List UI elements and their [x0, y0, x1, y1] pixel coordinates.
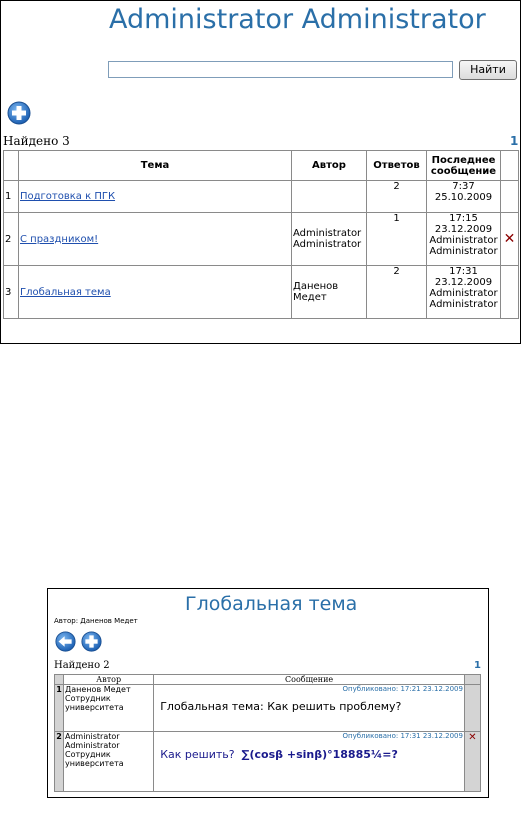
row-number: 2 [4, 213, 19, 266]
table-row [4, 213, 519, 266]
posts-table [54, 674, 481, 792]
table-header-row [4, 151, 519, 181]
column-header-actions [464, 675, 480, 685]
post-message-text: Как решить? [160, 748, 235, 761]
column-header-num [55, 675, 64, 685]
last-message-time: 7:37 [452, 181, 475, 192]
post-published-date: Опубликовано: 17:31 23.12.2009 [342, 732, 463, 740]
search-button[interactable]: Найти [459, 60, 517, 80]
column-header-topic: Тема [19, 151, 292, 181]
post-actions [464, 685, 480, 732]
topic-title: Глобальная тема [185, 593, 358, 615]
column-header-replies: Ответов [367, 151, 427, 181]
post-author-name: Administrator Administrator [65, 732, 120, 750]
table-row [4, 181, 519, 213]
post-published-date: Опубликовано: 17:21 23.12.2009 [342, 685, 463, 693]
replies-count: 2 [367, 181, 427, 213]
post-author [64, 685, 154, 732]
topic-link[interactable]: Глобальная тема [20, 286, 111, 298]
post-body [154, 685, 465, 732]
post-number: 1 [55, 685, 64, 732]
last-message-time: 17:15 [449, 213, 478, 224]
post-message-formula: ∑(cosβ +sinβ)°18885¼=? [241, 748, 398, 761]
post-author-role: Сотрудник университета [65, 750, 124, 768]
found-count: Найдено 3 [3, 134, 70, 148]
delete-icon[interactable]: ✕ [503, 231, 516, 247]
row-actions [501, 181, 519, 213]
page-number-link[interactable]: 1 [510, 134, 519, 148]
post-row [55, 732, 481, 792]
last-message-author: Administrator Administrator [429, 235, 498, 257]
post-number: 2 [55, 732, 64, 792]
last-message [427, 213, 501, 266]
topic-link[interactable]: Подготовка к ПГК [20, 191, 116, 202]
topic-author-line: Автор: Даненов Медет [54, 617, 138, 625]
post-author-name: Даненов Медет [65, 685, 131, 694]
add-topic-icon[interactable] [7, 101, 31, 125]
last-message-date: 23.12.2009 [434, 277, 493, 288]
found-count: Найдено 2 [54, 660, 110, 671]
table-row [4, 266, 519, 319]
column-header-last-message: Последнее сообщение [427, 151, 501, 181]
last-message [427, 266, 501, 319]
last-message [427, 181, 501, 213]
post-author-role: Сотрудник университета [65, 694, 124, 712]
row-actions [501, 266, 519, 319]
post-row [55, 685, 481, 732]
add-post-icon[interactable] [81, 631, 102, 652]
column-header-num [4, 151, 19, 181]
table-header-row [55, 675, 481, 685]
last-message-date: 23.12.2009 [434, 224, 493, 235]
forum-list-panel [0, 0, 521, 344]
topic-view-panel [47, 588, 489, 798]
post-author [64, 732, 154, 792]
post-body [154, 732, 465, 792]
post-message [160, 748, 463, 761]
replies-count: 2 [367, 266, 427, 319]
topic-author [292, 181, 367, 213]
column-header-actions [501, 151, 519, 181]
topic-link[interactable]: С праздником! [20, 233, 99, 245]
column-header-message: Сообщение [154, 675, 465, 685]
last-message-date: 25.10.2009 [434, 192, 493, 203]
last-message-author: Administrator Administrator [429, 288, 498, 310]
row-number: 3 [4, 266, 19, 319]
column-header-author: Автор [292, 151, 367, 181]
row-number: 1 [4, 181, 19, 213]
delete-icon[interactable]: ✕ [468, 732, 477, 743]
topic-author: Administrator Administrator [292, 213, 367, 266]
last-message-time: 17:31 [449, 266, 478, 277]
page-title: Administrator Administrator [109, 4, 486, 35]
topic-author: Даненов Медет [292, 266, 367, 319]
replies-count: 1 [367, 213, 427, 266]
search-input[interactable] [108, 61, 453, 78]
back-arrow-icon[interactable] [55, 631, 76, 652]
column-header-author: Автор [64, 675, 154, 685]
post-message: Глобальная тема: Как решить проблему? [160, 700, 402, 713]
topics-table [3, 150, 519, 319]
page-number-link[interactable]: 1 [474, 660, 481, 671]
post-actions [464, 732, 480, 792]
